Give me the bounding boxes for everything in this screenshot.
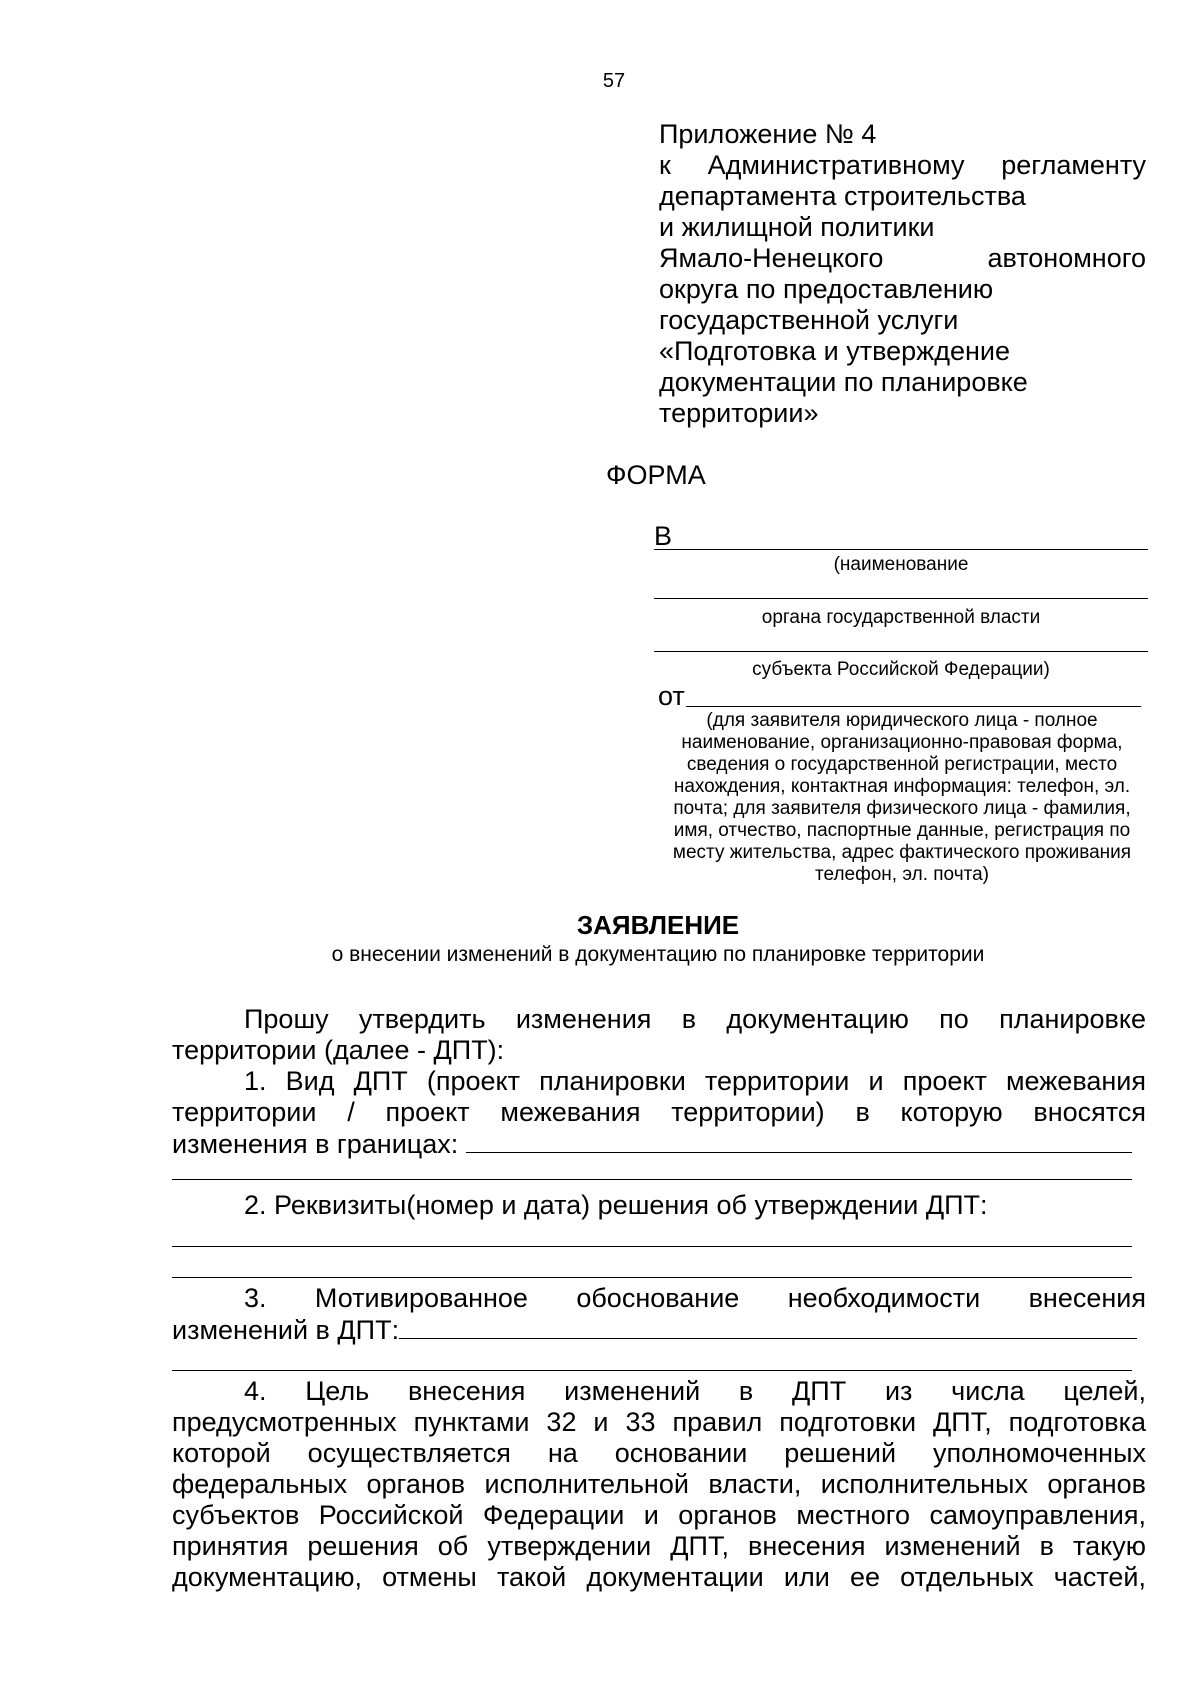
body-intro	[172, 1004, 1146, 1160]
appendix-line: Ямало-Ненецкого автономного	[659, 243, 1146, 273]
item3-label: изменений в ДПТ:	[172, 1315, 400, 1345]
appendix-line: государственной услуги	[659, 305, 959, 335]
appendix-header	[659, 119, 1146, 429]
body-line: 3. Мотивированное обоснование необходимости внесения	[244, 1283, 1146, 1313]
body-line	[172, 1128, 1146, 1160]
item1-fill[interactable]	[466, 1128, 1132, 1153]
item3	[172, 1283, 1146, 1346]
page-number: 57	[602, 70, 626, 92]
item2-rule-1[interactable]	[172, 1246, 1132, 1247]
appendix-line: округа по предоставлению	[659, 274, 994, 304]
item3-rule[interactable]	[172, 1370, 1132, 1371]
addressee-rule-1[interactable]	[654, 549, 1148, 550]
form-label: ФОРМА	[606, 460, 706, 490]
body-line: которой осуществляется на основании решений уполномоченных	[172, 1438, 1146, 1468]
body-line: документацию, отмены такой документации или ее отдельных частей,	[172, 1562, 1146, 1592]
body-line	[172, 1314, 1146, 1346]
addressee-rule-3[interactable]	[654, 651, 1148, 652]
addressee-caption-3: субъекта Российской Федерации)	[752, 659, 1050, 680]
appendix-line: и жилищной политики	[659, 212, 935, 242]
item1-label: изменения в границах:	[172, 1129, 459, 1159]
item3-fill[interactable]	[399, 1314, 1137, 1339]
statement-title: ЗАЯВЛЕНИЕ	[576, 910, 740, 940]
appendix-line: к Административному регламенту	[659, 150, 1146, 180]
addressee-caption-2: органа государственной власти	[761, 607, 1041, 628]
body-line: субъектов Российской Федерации и органов местного самоуправления,	[172, 1500, 1146, 1530]
appendix-line: Приложение № 4	[659, 119, 877, 149]
statement-subtitle: о внесении изменений в документацию по планировке территории	[331, 943, 985, 966]
item4	[172, 1376, 1146, 1593]
item1-rule[interactable]	[172, 1179, 1132, 1180]
appendix-line: «Подготовка и утверждение	[659, 336, 1010, 366]
body-line: предусмотренных пунктами 32 и 33 правил подготовки ДПТ, подготовка	[172, 1407, 1146, 1437]
addressee-rule-2[interactable]	[654, 598, 1148, 599]
addressee-to	[654, 521, 1148, 552]
from-rule[interactable]	[686, 706, 1141, 707]
body-line: 1. Вид ДПТ (проект планировки территории и проект межевания	[244, 1066, 1146, 1096]
body-line: 2. Реквизиты(номер и дата) решения об утверждении ДПТ:	[244, 1190, 988, 1220]
addressee-caption-1: (наименование	[833, 554, 969, 575]
body-line: Прошу утвердить изменения в документацию по планировке	[244, 1004, 1146, 1034]
item2	[172, 1190, 1146, 1221]
to-prefix: В	[654, 521, 673, 551]
body-line: территории (далее - ДПТ):	[172, 1035, 505, 1065]
body-line: 4. Цель внесения изменений в ДПТ из числа целей,	[244, 1376, 1146, 1406]
appendix-line: территории»	[659, 398, 819, 428]
from-prefix: от	[658, 681, 685, 711]
body-line: территории / проект межевания территории) в которую вносятся	[172, 1097, 1146, 1127]
from-caption: (для заявителя юридического лица - полное наименование, организационно-правовая форма, сведения о государственной регистрации, место нахождения, контактная информация: телефон, эл. почта; для заявителя физического лица - фамилия, имя, отчество, паспортные данные, регистрация по месту жительства, адрес фактического проживания телефон, эл. почта)	[672, 710, 1132, 885]
appendix-line: документации по планировке	[659, 367, 1028, 397]
body-line: принятия решения об утверждении ДПТ, внесения изменений в такую	[172, 1531, 1146, 1561]
item2-rule-2[interactable]	[172, 1277, 1132, 1278]
appendix-line: департамента строительства	[659, 181, 1026, 211]
body-line: федеральных органов исполнительной власти, исполнительных органов	[172, 1469, 1146, 1499]
